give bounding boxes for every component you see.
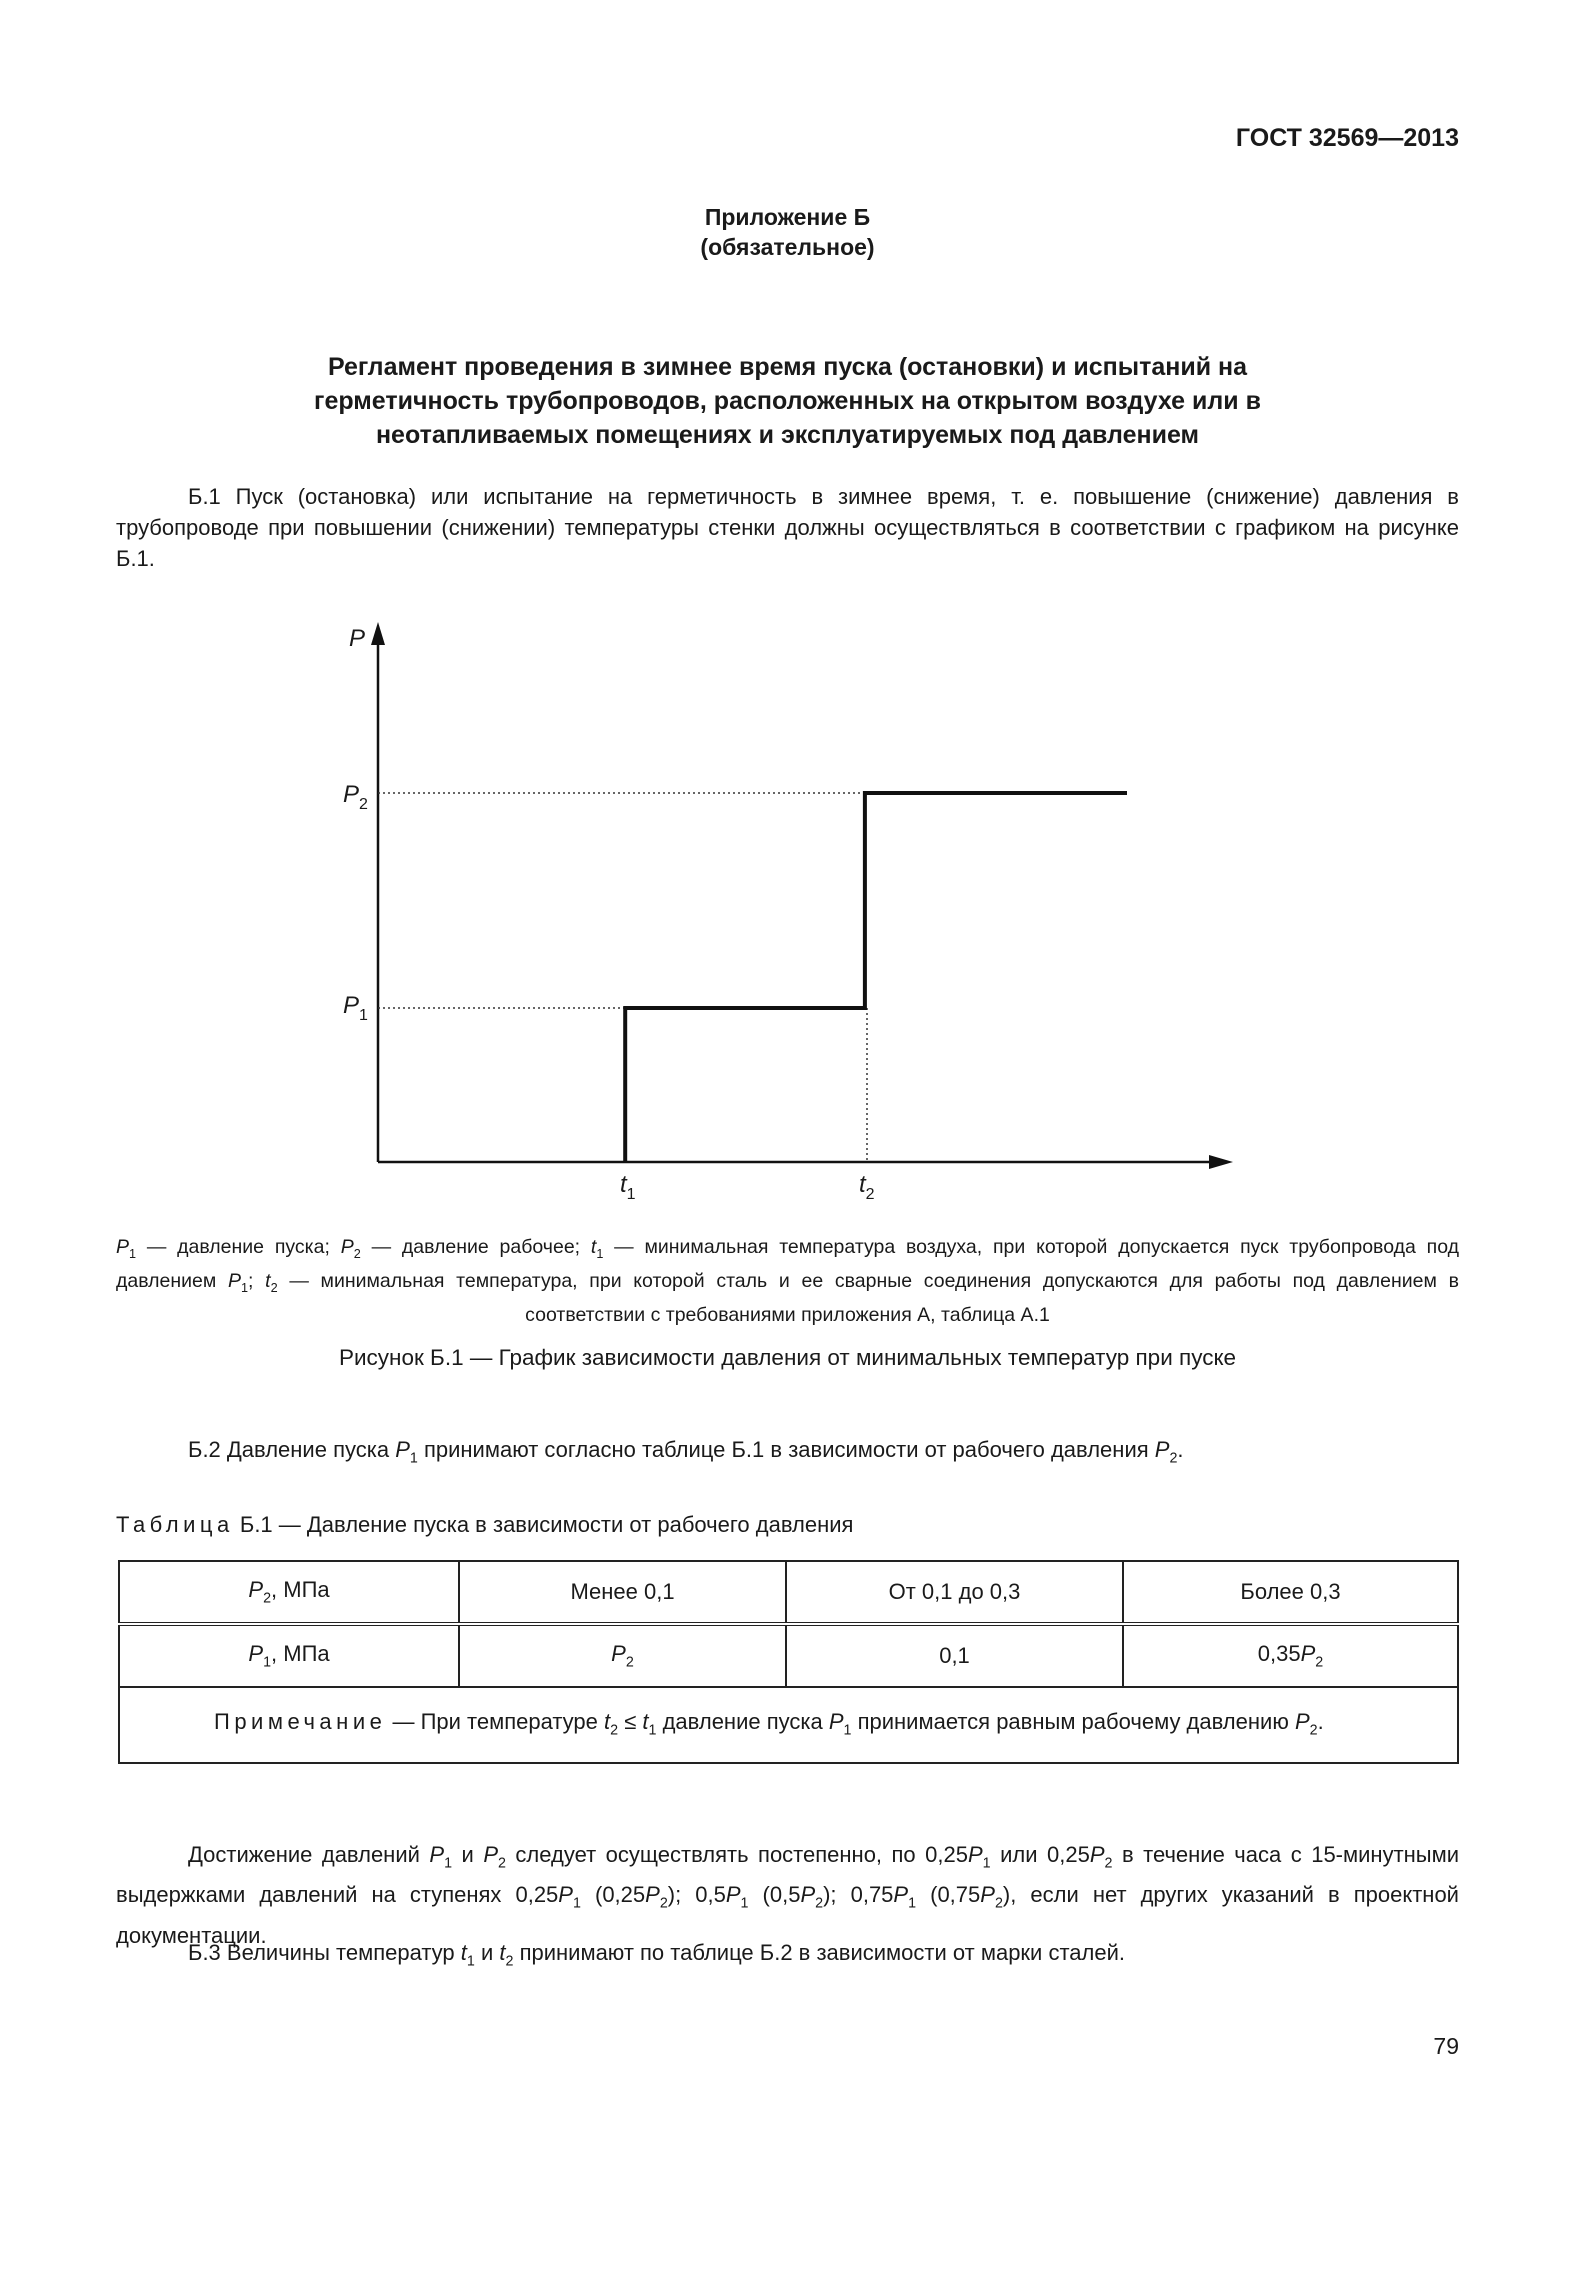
pressure-step-line	[625, 793, 1127, 1162]
table-cell: От 0,1 до 0,3	[786, 1561, 1123, 1624]
table-cell: Более 0,3	[1123, 1561, 1458, 1624]
section-title-line: герметичность трубопроводов, расположенных на открытом воздухе или в	[314, 387, 1261, 415]
document-header: ГОСТ 32569—2013	[1235, 124, 1459, 152]
x-axis-arrow	[1209, 1155, 1233, 1169]
appendix-title: Приложение Б	[704, 204, 871, 230]
table-row	[119, 1624, 1458, 1687]
table-caption: Таблица Б.1 — Давление пуска в зависимости от рабочего давления	[116, 1512, 854, 1537]
section-title-line: неотапливаемых помещениях и эксплуатируемых под давлением	[375, 421, 1200, 449]
tick-label-t1: $t_1$	[620, 1171, 636, 1203]
table-row	[119, 1687, 1458, 1763]
pressure-table	[118, 1560, 1459, 1764]
figure-caption: Рисунок Б.1 — График зависимости давления от минимальных температур при пуске	[338, 1345, 1237, 1370]
figure-legend: $P_1$ — давление пуска; $P_2$ — давление рабочее; $t_1$ — минимальная температура воздуха, при которой допускается пуск трубопровода под давлением $P_1$; $t_2$ — минимальная температура, при которой сталь и ее сварные соединения допускаются для работы под давлением в соответствии с требованиями приложения А, таблица А.1	[116, 1236, 1459, 1326]
table-cell: 0,1	[786, 1624, 1123, 1687]
table-cell: $P_2$, МПа	[119, 1561, 459, 1624]
page-number: 79	[1433, 2033, 1459, 2059]
table-note: Примечание — При температуре $t_2 \le t_1$ давление пуска $P_1$ принимается равным рабочему давлению $P_2$.	[119, 1687, 1458, 1763]
table-cell: $0,35P_2$	[1123, 1624, 1458, 1687]
table-cell: $P_2$	[459, 1624, 786, 1687]
table-row	[119, 1561, 1458, 1624]
table-cell: Менее 0,1	[459, 1561, 786, 1624]
paragraph-b3: Б.3 Величины температур $t_1$ и $t_2$ принимают по таблице Б.2 в зависимости от марки сталей.	[188, 1940, 1125, 1970]
tick-label-t2: $t_2$	[859, 1171, 875, 1203]
table-cell: $P_1$, МПа	[119, 1624, 459, 1687]
appendix-status: (обязательное)	[700, 234, 875, 260]
section-title-line: Регламент проведения в зимнее время пуска (остановки) и испытаний на	[327, 353, 1248, 381]
y-axis-arrow	[371, 622, 385, 645]
y-axis-label: P	[349, 625, 366, 652]
paragraph-pressure-reach: Достижение давлений $P_1$ и $P_2$ следует осуществлять постепенно, по $0,25P_1$ или $0,25P_2$ в течение часа с 15-минутными выдержками давлений на ступенях $0,25P_1$ $(0,25P_2)$; $0,5P_1$ $(0,5P_2)$; $0,75P_1$ $(0,75P_2)$, если нет других указаний в проектной документации.	[116, 1842, 1460, 1948]
paragraph-b1: Б.1 Пуск (остановка) или испытание на герметичность в зимнее время, т. е. повышение (снижение) давления в трубопроводе при повышении (снижении) температуры стенки должны осуществляться в соответствии с графиком на рисунке Б.1.	[116, 484, 1459, 571]
tick-label-p2: $P_2$	[343, 781, 368, 813]
note-label: Примечание	[214, 1709, 387, 1734]
paragraph-b2: Б.2 Давление пуска $P_1$ принимают согласно таблице Б.1 в зависимости от рабочего давления $P_2$.	[188, 1437, 1184, 1467]
tick-label-p1: $P_1$	[343, 992, 368, 1024]
table-caption-label: Таблица	[116, 1512, 234, 1537]
